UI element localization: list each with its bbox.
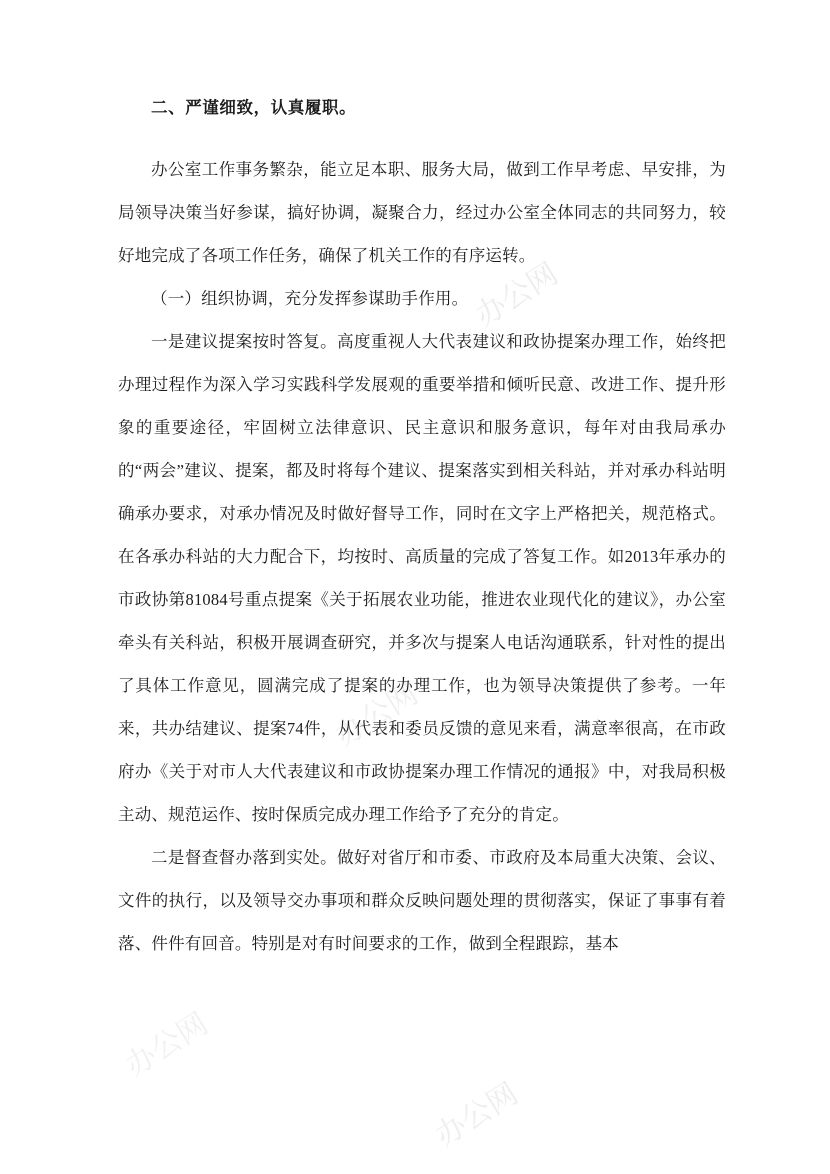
paragraph-2-subheading: （一）组织协调，充分发挥参谋助手作用。 (151, 289, 469, 308)
watermark-text: 办公网 (119, 1007, 214, 1083)
document-body (118, 86, 726, 965)
section-heading: 二、严谨细致，认真履职。 (151, 98, 357, 117)
paragraph-1: 办公室工作事务繁杂，能立足本职、服务大局，做到工作早考虑、早安排，为局领导决策当好参谋，搞好协调，凝聚合力，经过办公室全体同志的共同努力，较好地完成了各项工作任务，确保了机关工作的有序运转。 (118, 160, 726, 265)
watermark-text: 办公网 (469, 257, 564, 333)
paragraph-3: 一是建议提案按时答复。高度重视人大代表建议和政协提案办理工作，始终把办理过程作为深入学习实践科学发展观的重要举措和倾听民意、改进工作、提升形象的重要途径，牢固树立法律意识、民主意识和服务意识，每年对由我局承办的“两会”建议、提案，都及时将每个建议、提案落实到相关科站，并对承办科站明确承办要求，对承办情况及时做好督导工作，同时在文字上严格把关，规范格式。在各承办科站的大力配合下，均按时、高质量的完成了答复工作。如2013年承办的市政协第81084号重点提案《关于拓展农业功能，推进农业现代化的建议》，办公室牵头有关科站，积极开展调查研究，并多次与提案人电话沟通联系，针对性的提出了具体工作意见，圆满完成了提案的办理工作，也为领导决策提供了参考。一年来，共办结建议、提案74件，从代表和委员反馈的意见来看，满意率很高，在市政府办《关于对市人大代表建议和市政协提案办理工作情况的通报》中，对我局积极主动、规范运作、按时保质完成办理工作给予了充分的肯定。 (118, 332, 726, 824)
paragraph-4: 二是督查督办落到实处。做好对省厅和市委、市政府及本局重大决策、会议、文件的执行，以及领导交办事项和群众反映问题处理的贯彻落实，保证了事事有着落、件件有回音。特别是对有时间要求的工作，做到全程跟踪，基本 (118, 848, 726, 953)
watermark-text: 办公网 (329, 677, 424, 753)
paragraph-spacer (118, 129, 726, 148)
watermark-text: 办公网 (429, 1077, 524, 1153)
